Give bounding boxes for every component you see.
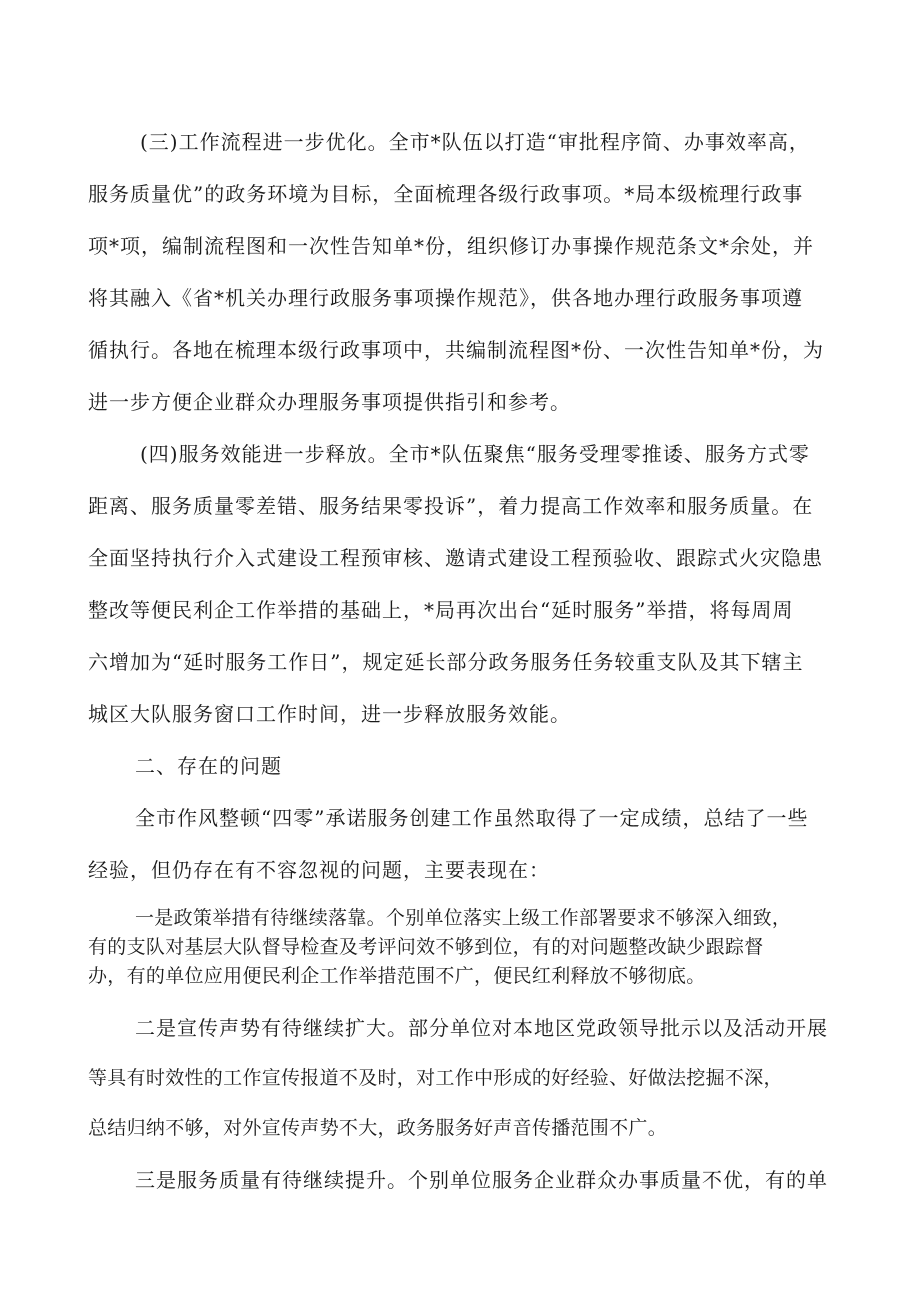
paragraph-3-line-6: 进一步方便企业群众办理服务事项提供指引和参考。 <box>88 390 571 414</box>
paragraph-3-line-4: 将其融入《省*机关办理行政服务事项操作规范》，供各地办理行政服务事项遵 <box>88 286 803 310</box>
section-heading-problems: 二、存在的问题 <box>135 754 282 778</box>
paragraph-3-line-2: 服务质量优”的政务环境为目标，全面梳理各级行政事项。*局本级梳理行政事 <box>88 182 804 206</box>
problem-2-line-3: 总结归纳不够，对外宣传声势不大，政务服务好声音传播范围不广。 <box>88 1117 668 1139</box>
paragraph-4-line-5: 六增加为“延时服务工作日”，规定延长部分政务服务任务较重支队及其下辖主 <box>88 650 804 674</box>
problems-intro-line-1: 全市作风整顿“四零”承诺服务创建工作虽然取得了一定成绩，总结了一些 <box>135 806 809 830</box>
paragraph-3-line-3: 项*项，编制流程图和一次性告知单*份，组织修订办事操作规范条文*余处，并 <box>88 234 814 258</box>
paragraph-4-line-6: 城区大队服务窗口工作时间，进一步释放服务效能。 <box>88 702 571 726</box>
problem-3-line-1: 三是服务质量有待继续提升。个别单位服务企业群众办事质量不优，有的单 <box>135 1168 828 1192</box>
paragraph-4-line-3: 全面坚持执行介入式建设工程预审核、邀请式建设工程预验收、跟踪式火灾隐患 <box>88 546 823 570</box>
paragraph-4-line-1: (四)服务效能进一步释放。全市*队伍聚焦“服务受理零推诿、服务方式零 <box>140 442 810 466</box>
problems-intro-line-2: 经验，但仍存在有不容忽视的问题，主要表现在： <box>88 858 550 882</box>
problem-1-line-1: 一是政策举措有待继续落靠。个别单位落实上级工作部署要求不够深入细致， <box>135 907 792 929</box>
problem-1-line-3: 办，有的单位应用便民利企工作举措范围不广，便民红利释放不够彻底。 <box>88 965 706 987</box>
problem-2-line-2: 等具有时效性的工作宣传报道不及时，对工作中形成的好经验、好做法挖掘不深， <box>88 1067 783 1089</box>
problem-2-line-1: 二是宣传声势有待继续扩大。部分单位对本地区党政领导批示以及活动开展 <box>135 1016 828 1040</box>
paragraph-3-line-5: 循执行。各地在梳理本级行政事项中，共编制流程图*份、一次性告知单*份，为 <box>88 338 824 362</box>
problem-1-line-2: 有的支队对基层大队督导检查及考评问效不够到位，有的对问题整改缺少跟踪督 <box>88 936 764 958</box>
paragraph-4-line-2: 距离、服务质量零差错、服务结果零投诉”，着力提高工作效率和服务质量。在 <box>88 494 814 518</box>
paragraph-4-line-4: 整改等便民利企工作举措的基础上，*局再次出台“延时服务”举措，将每周周 <box>88 598 794 622</box>
paragraph-3-line-1: (三)工作流程进一步优化。全市*队伍以打造“审批程序简、办事效率高， <box>140 130 810 154</box>
